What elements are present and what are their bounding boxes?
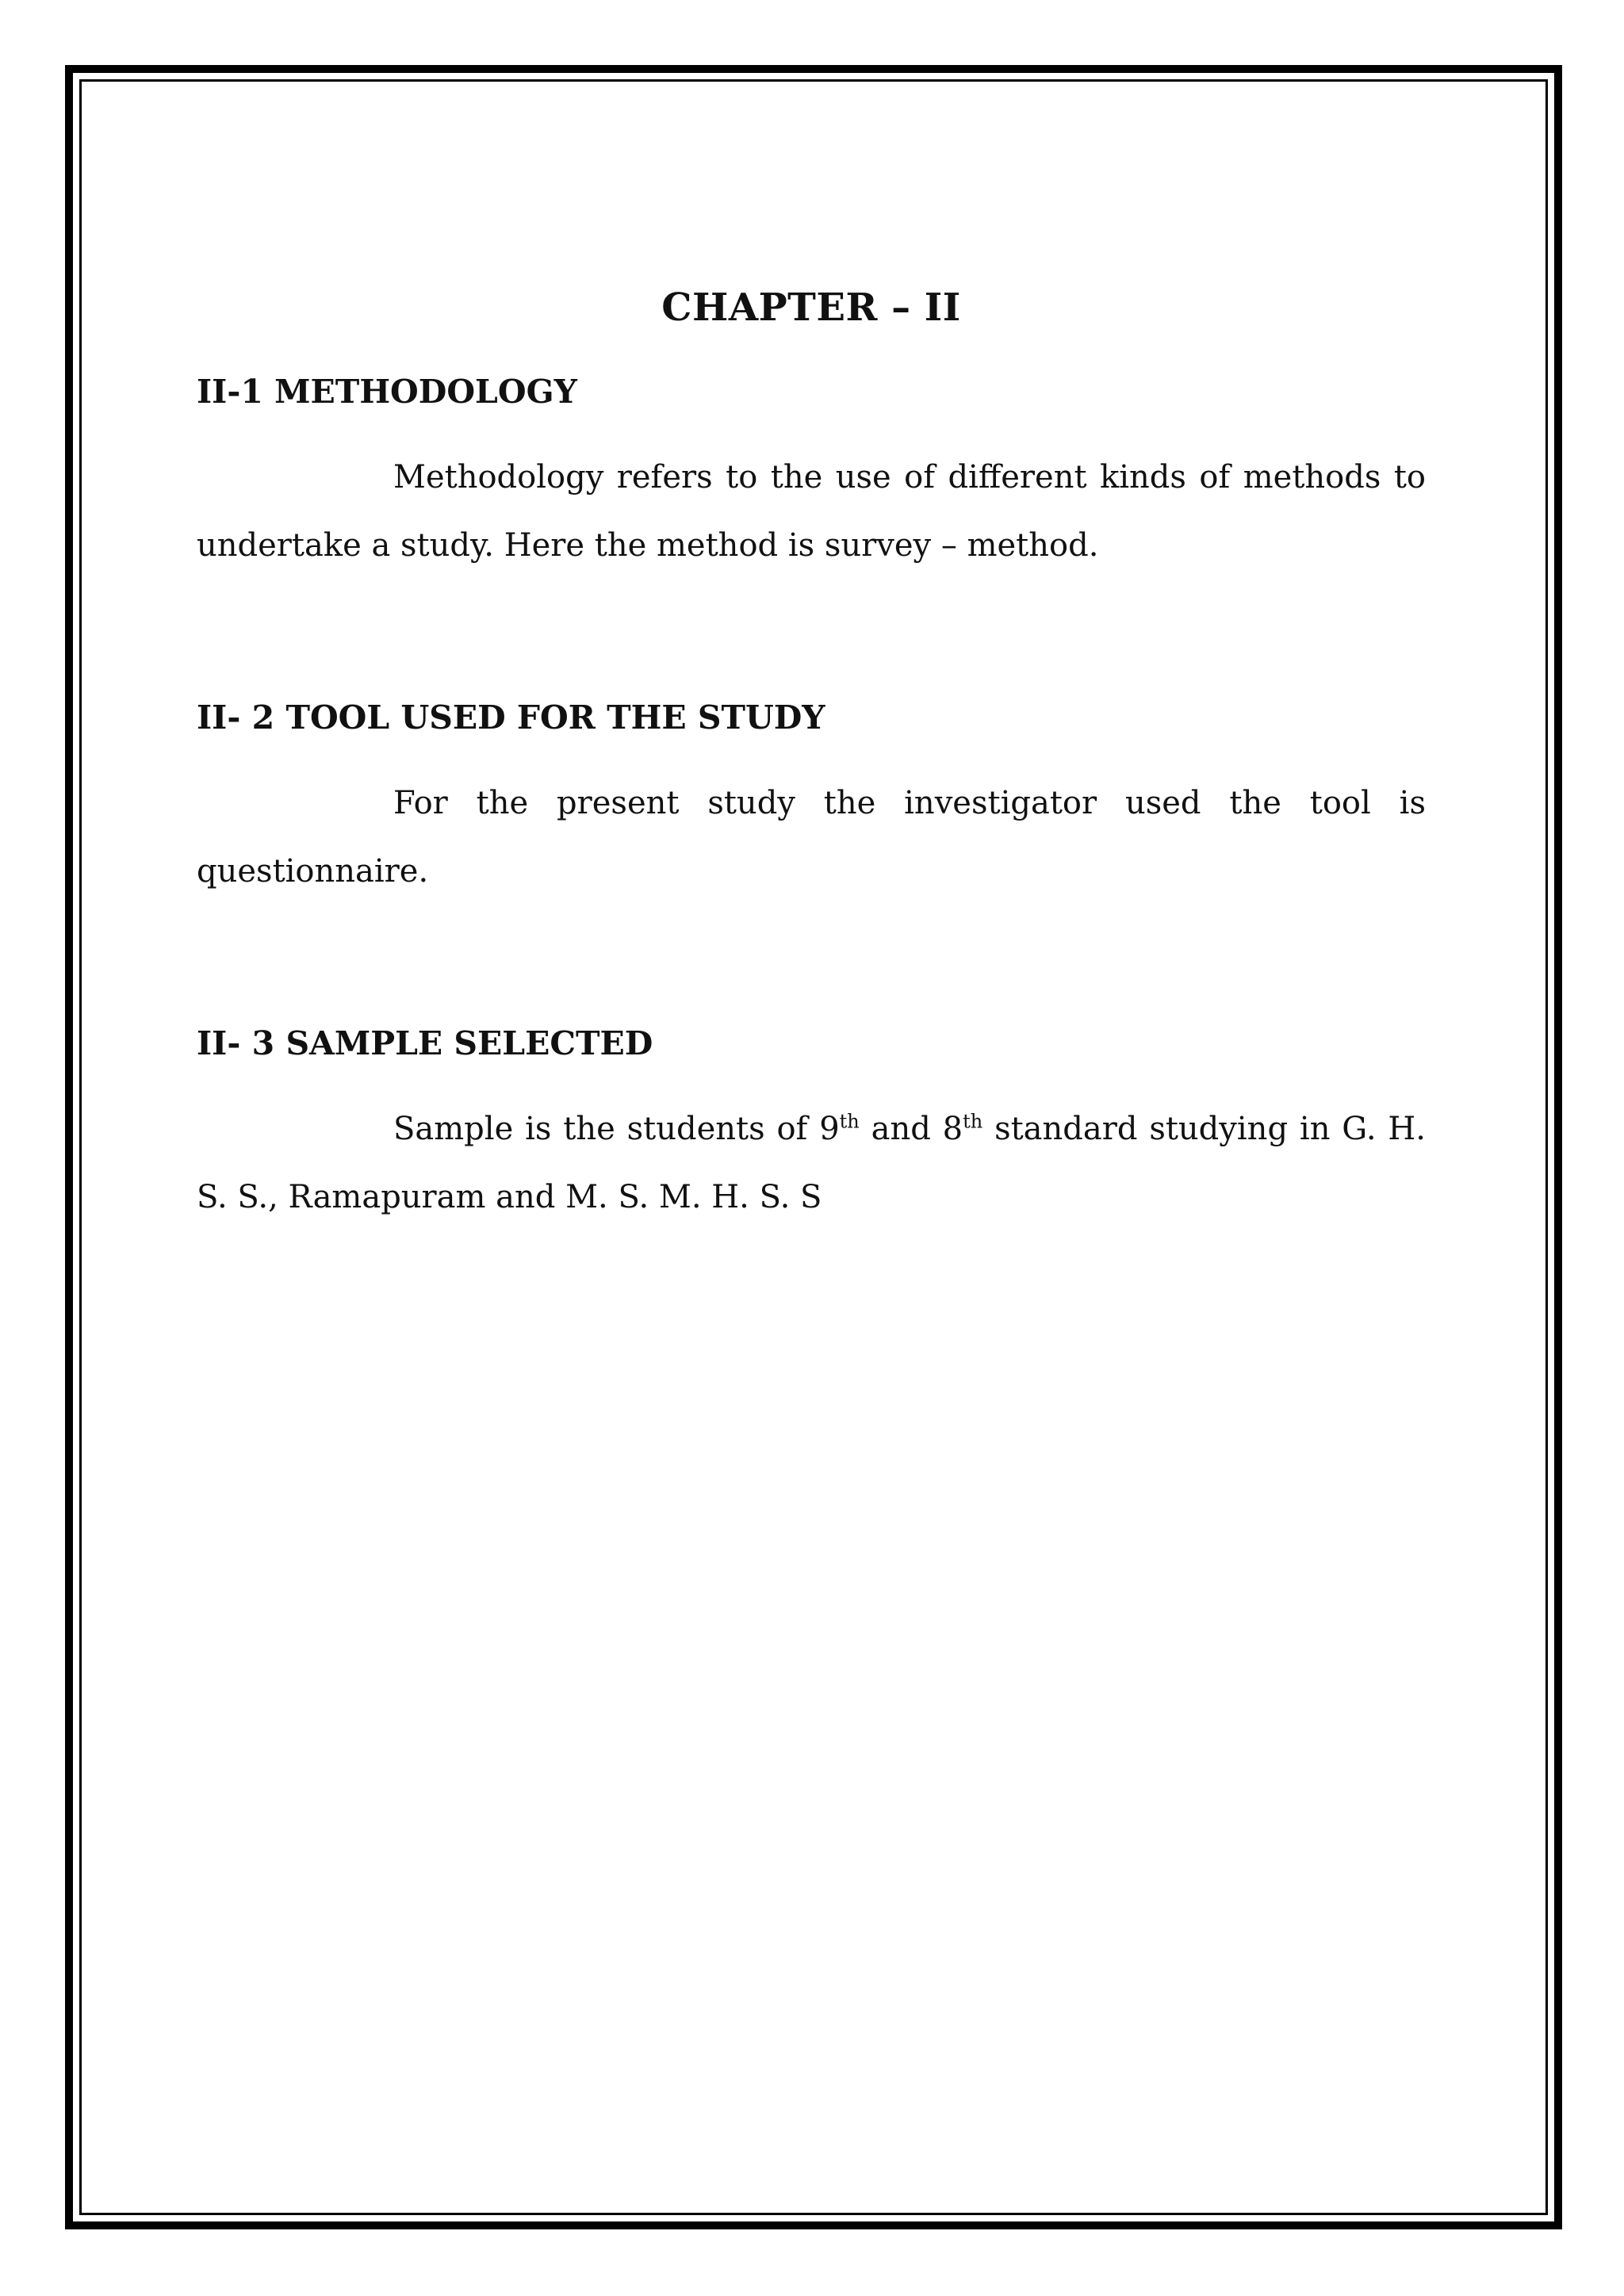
- ordinal-suffix-9th: th: [839, 1110, 860, 1133]
- section-tool-used: [197, 698, 1426, 905]
- section-heading-methodology: II-1 METHODOLOGY: [197, 372, 577, 411]
- section-body-tool-used: For the present study the investigator used the tool is questionnaire.: [197, 784, 1426, 890]
- sample-text-part-3: standard studying in G. H. S. S., Ramapuram and M. S. M. H. S. S: [197, 1111, 1426, 1216]
- section-heading-tool-used: II- 2 TOOL USED FOR THE STUDY: [197, 698, 825, 737]
- ordinal-suffix-8th: th: [963, 1110, 983, 1133]
- page-content: [197, 285, 1426, 1350]
- sample-text-part-2: and 8: [859, 1111, 963, 1148]
- section-sample-selected: [197, 1024, 1426, 1231]
- section-heading-sample-selected: II- 3 SAMPLE SELECTED: [197, 1024, 653, 1062]
- section-methodology: [197, 373, 1426, 580]
- chapter-title: CHAPTER – II: [661, 285, 961, 330]
- section-body-sample-selected: [197, 1095, 1426, 1231]
- section-body-methodology: Methodology refers to the use of different kinds of methods to undertake a study. Here the method is survey – method.: [197, 458, 1426, 564]
- sample-text-part-1: Sample is the students of 9: [393, 1111, 840, 1148]
